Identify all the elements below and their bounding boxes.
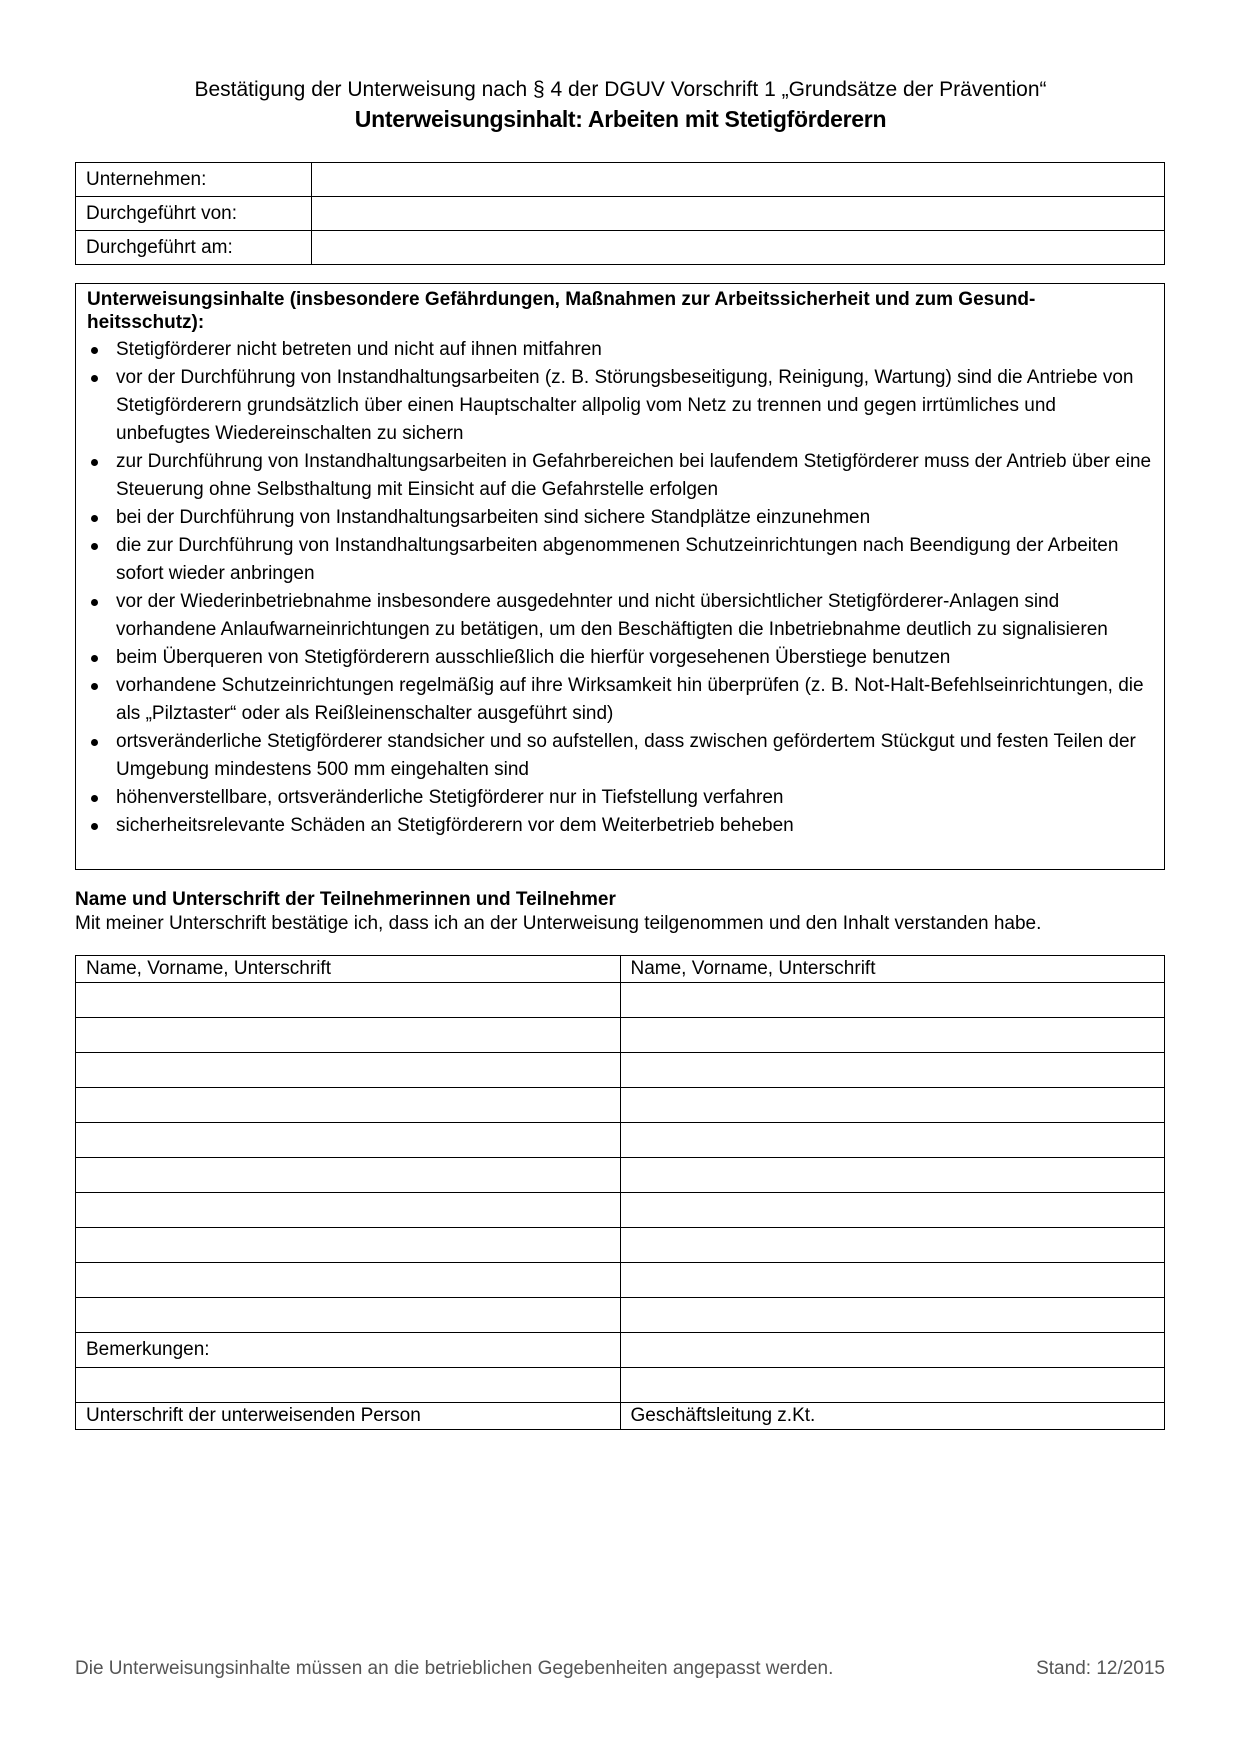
bullet-icon	[91, 543, 98, 550]
company-label: Unternehmen:	[76, 163, 312, 197]
document-header	[0, 76, 1241, 134]
list-item: die zur Durchführung von Instandhaltungsarbeiten abgenommenen Schutzeinrichtungen nach Beendigung der Arbeiten sofort wieder anbringen	[87, 532, 1154, 588]
signatures-note: Mit meiner Unterschrift bestätige ich, dass ich an der Unterweisung teilgenommen und den Inhalt verstanden habe.	[75, 913, 1042, 934]
signature-row	[76, 1298, 1165, 1333]
bullet-icon	[91, 515, 98, 522]
column-header-right: Name, Vorname, Unterschrift	[620, 956, 1165, 983]
bullet-icon	[91, 655, 98, 662]
info-row-company	[76, 163, 1165, 197]
signature-cell[interactable]	[620, 1193, 1165, 1228]
signature-row	[76, 1123, 1165, 1158]
remarks-field[interactable]	[620, 1333, 1165, 1368]
signature-cell[interactable]	[76, 1263, 621, 1298]
signature-cell[interactable]	[620, 1298, 1165, 1333]
bullet-icon	[91, 683, 98, 690]
list-item: zur Durchführung von Instandhaltungsarbeiten in Gefahrbereichen bei laufendem Stetigförderer muss der Antrieb über eine Steuerung ohne Selbsthaltung mit Einsicht auf die Gefahrstelle erfolgen	[87, 448, 1154, 504]
info-row-conducted-by	[76, 197, 1165, 231]
signature-row	[76, 1228, 1165, 1263]
signature-cell[interactable]	[76, 1018, 621, 1053]
bullet-icon	[91, 823, 98, 830]
footer-note: Die Unterweisungsinhalte müssen an die betrieblichen Gegebenheiten angepasst werden.	[75, 1658, 834, 1679]
content-heading-line2: heitsschutz):	[87, 312, 205, 333]
info-table	[75, 162, 1165, 265]
document-subtitle: Bestätigung der Unterweisung nach § 4 der DGUV Vorschrift 1 „Grundsätze der Prävention“	[194, 78, 1047, 101]
instruction-content-box	[75, 283, 1165, 870]
signature-cell[interactable]	[76, 1193, 621, 1228]
remarks-row	[76, 1333, 1165, 1368]
list-item: bei der Durchführung von Instandhaltungsarbeiten sind sichere Standplätze einzunehmen	[87, 504, 1154, 532]
conducted-by-label: Durchgeführt von:	[76, 197, 312, 231]
list-item: sicherheitsrelevante Schäden an Stetigförderern vor dem Weiterbetrieb beheben	[87, 812, 1154, 840]
bullet-icon	[91, 739, 98, 746]
list-item: beim Überqueren von Stetigförderern ausschließlich die hierfür vorgesehenen Überstiege benutzen	[87, 644, 1154, 672]
signature-header-row	[76, 956, 1165, 983]
signatures-heading: Name und Unterschrift der Teilnehmerinnen und Teilnehmer	[75, 889, 616, 910]
list-item: ortsveränderliche Stetigförderer standsicher und so aufstellen, dass zwischen gefördertem Stückgut und festen Teilen der Umgebung mindestens 500 mm eingehalten sind	[87, 728, 1154, 784]
management-signature-field[interactable]	[620, 1368, 1165, 1403]
signature-cell[interactable]	[620, 1088, 1165, 1123]
list-item: höhenverstellbare, ortsveränderliche Stetigförderer nur in Tiefstellung verfahren	[87, 784, 1154, 812]
info-row-conducted-on	[76, 231, 1165, 265]
signature-cell[interactable]	[76, 983, 621, 1018]
signature-cell[interactable]	[620, 1228, 1165, 1263]
footer-version: Stand: 12/2015	[1036, 1658, 1165, 1679]
signature-cell[interactable]	[620, 1018, 1165, 1053]
signature-row	[76, 1193, 1165, 1228]
conducted-by-field[interactable]	[312, 197, 1165, 231]
company-field[interactable]	[312, 163, 1165, 197]
signature-cell[interactable]	[76, 1088, 621, 1123]
signature-footer-row	[76, 1403, 1165, 1430]
signature-row	[76, 1018, 1165, 1053]
signature-row	[76, 1368, 1165, 1403]
list-item: vor der Durchführung von Instandhaltungsarbeiten (z. B. Störungsbeseitigung, Reinigung, Wartung) sind die Antriebe von Stetigförderern grundsätzlich über einen Hauptschalter allpolig vom Netz zu trennen und gegen irrtümliches und unbefugtes Wiedereinschalten zu sichern	[87, 364, 1154, 448]
list-item: vorhandene Schutzeinrichtungen regelmäßig auf ihre Wirksamkeit hin überprüfen (z. B. Not-Halt-Befehlseinrichtungen, die als „Pilztaster“ oder als Reißleinenschalter ausgeführt sind)	[87, 672, 1154, 728]
signature-cell[interactable]	[620, 1263, 1165, 1298]
bullet-icon	[91, 347, 98, 354]
management-label: Geschäftsleitung z.Kt.	[620, 1403, 1165, 1430]
signature-table	[75, 955, 1165, 1430]
content-heading	[87, 288, 1154, 334]
bullet-icon	[91, 599, 98, 606]
conducted-on-label: Durchgeführt am:	[76, 231, 312, 265]
signature-cell[interactable]	[76, 1158, 621, 1193]
instructor-signature-field[interactable]	[76, 1368, 621, 1403]
column-header-left: Name, Vorname, Unterschrift	[76, 956, 621, 983]
signature-row	[76, 1158, 1165, 1193]
signature-row	[76, 1263, 1165, 1298]
signature-cell[interactable]	[76, 1123, 621, 1158]
instructor-label: Unterschrift der unterweisenden Person	[76, 1403, 621, 1430]
content-heading-line1: Unterweisungsinhalte (insbesondere Gefährdungen, Maßnahmen zur Arbeitssicherheit und zum Gesund-	[87, 289, 1036, 310]
remarks-label: Bemerkungen:	[76, 1333, 621, 1368]
signature-row	[76, 1088, 1165, 1123]
conducted-on-field[interactable]	[312, 231, 1165, 265]
list-item: Stetigförderer nicht betreten und nicht auf ihnen mitfahren	[87, 336, 1154, 364]
signature-cell[interactable]	[620, 1158, 1165, 1193]
signature-row	[76, 1053, 1165, 1088]
signature-cell[interactable]	[76, 1298, 621, 1333]
signature-row	[76, 983, 1165, 1018]
list-item: vor der Wiederinbetriebnahme insbesondere ausgedehnter und nicht übersichtlicher Stetigförderer-Anlagen sind vorhandene Anlaufwarneinrichtungen zu betätigen, um den Beschäftigten die Inbetriebnahme deutlich zu signalisieren	[87, 588, 1154, 644]
bullet-icon	[91, 795, 98, 802]
bullet-icon	[91, 459, 98, 466]
signature-cell[interactable]	[620, 1123, 1165, 1158]
signature-cell[interactable]	[620, 1053, 1165, 1088]
signature-cell[interactable]	[76, 1053, 621, 1088]
document-title: Unterweisungsinhalt: Arbeiten mit Stetigförderern	[354, 106, 887, 132]
signature-cell[interactable]	[620, 983, 1165, 1018]
signature-cell[interactable]	[76, 1228, 621, 1263]
instruction-list	[87, 336, 1154, 840]
bullet-icon	[91, 375, 98, 382]
